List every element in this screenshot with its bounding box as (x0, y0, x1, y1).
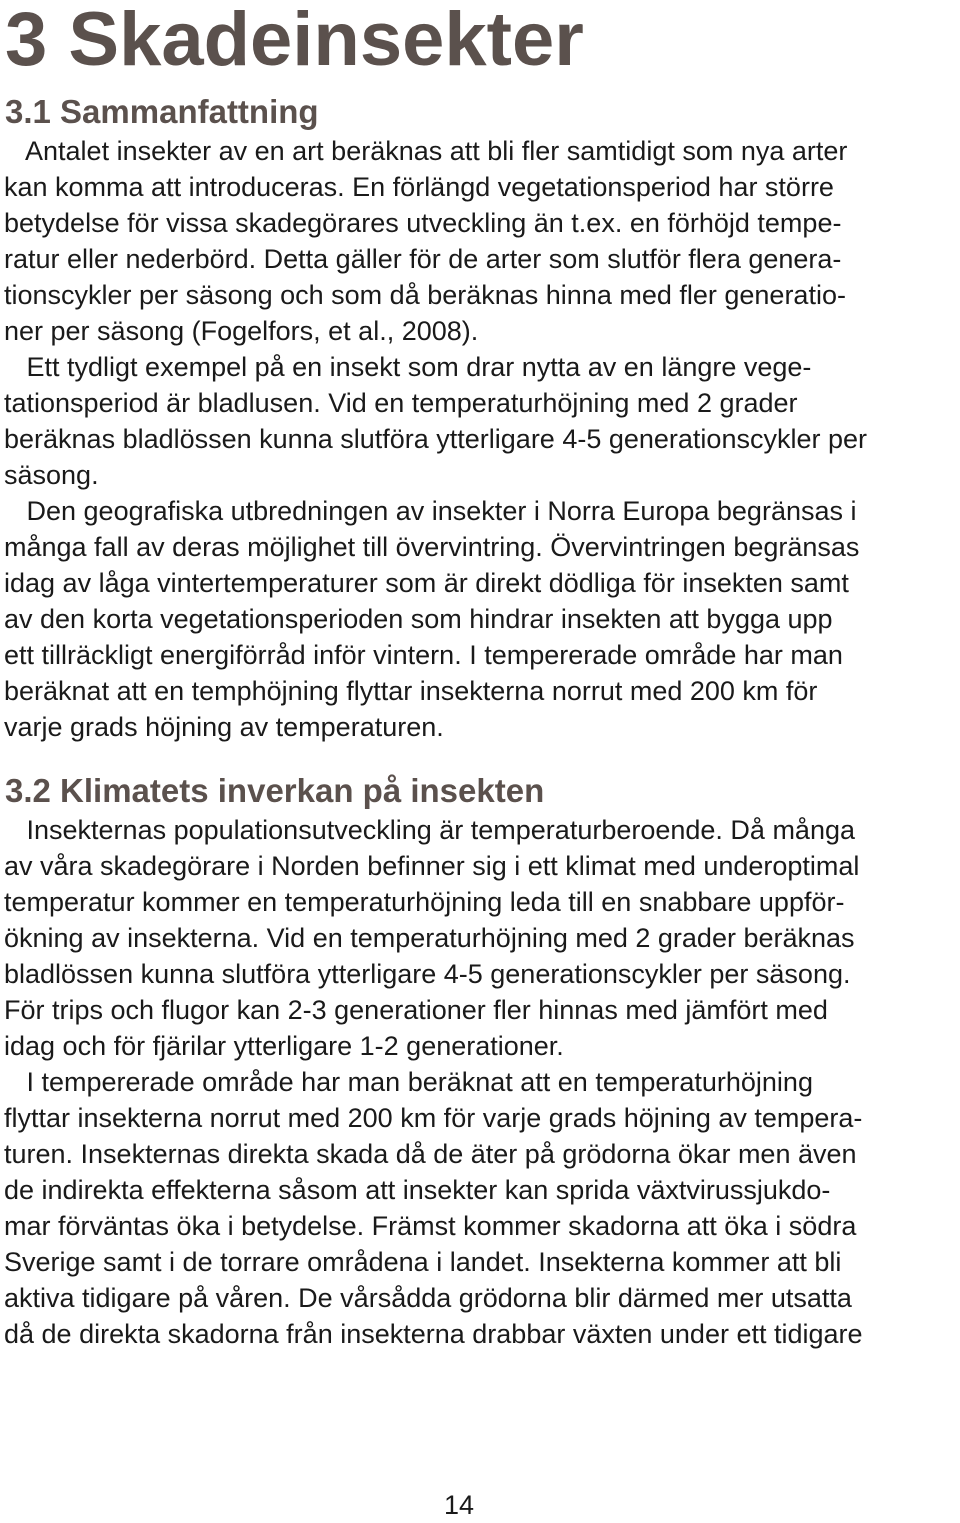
text-line: ökning av insekterna. Vid en temperaturhöjning med 2 grader beräknas (4, 923, 855, 953)
text-line: Antalet insekter av en art beräknas att bli fler samtidigt som nya arter (4, 136, 848, 166)
text-line: många fall av deras möjlighet till övervintring. Övervintringen begränsas (4, 532, 860, 562)
text-line: För trips och flugor kan 2-3 generationer fler hinnas med jämfört med (4, 995, 828, 1025)
text-line: beräknas bladlössen kunna slutföra ytterligare 4-5 generationscykler per (4, 424, 867, 454)
text-line: idag och för fjärilar ytterligare 1-2 generationer. (4, 1031, 564, 1061)
text-line: ner per säsong (Fogelfors, et al., 2008). (4, 316, 479, 346)
text-line: mar förväntas öka i betydelse. Främst kommer skadorna att öka i södra (4, 1211, 857, 1241)
text-line: idag av låga vintertemperaturer som är direkt dödliga för insekten samt (4, 568, 849, 598)
section-climate-impact-body (4, 812, 960, 1352)
text-line: av våra skadegörare i Norden befinner sig i ett klimat med underoptimal (4, 851, 860, 881)
text-line: flyttar insekterna norrut med 200 km för varje grads höjning av tempera- (4, 1103, 863, 1133)
text-line: kan komma att introduceras. En förlängd vegetationsperiod har större (4, 172, 834, 202)
text-line: Insekternas populationsutveckling är temperaturberoende. Då många (4, 815, 856, 845)
text-line: Ett tydligt exempel på en insekt som drar nytta av en längre vege- (4, 352, 812, 382)
text-line: I tempererade område har man beräknat att en temperaturhöjning (4, 1067, 813, 1097)
text-line: temperatur kommer en temperaturhöjning leda till en snabbare uppför- (4, 887, 845, 917)
section-heading-summary: 3.1 Sammanfattning (5, 93, 319, 130)
text-line: aktiva tidigare på våren. De vårsådda grödorna blir därmed mer utsatta (4, 1283, 852, 1313)
text-line: ratur eller nederbörd. Detta gäller för de arter som slutför flera genera- (4, 244, 842, 274)
chapter-title: 3 Skadeinsekter (5, 0, 584, 82)
page-number: 14 (443, 1490, 475, 1520)
section-heading-climate-impact: 3.2 Klimatets inverkan på insekten (5, 772, 545, 809)
text-line: Den geografiska utbredningen av insekter i Norra Europa begränsas i (4, 496, 857, 526)
text-line: ett tillräckligt energiförråd inför vintern. I tempererade område har man (4, 640, 843, 670)
text-line: bladlössen kunna slutföra ytterligare 4-5 generationscykler per säsong. (4, 959, 851, 989)
text-line: Sverige samt i de torrare områdena i landet. Insekterna kommer att bli (4, 1247, 842, 1277)
text-line: av den korta vegetationsperioden som hindrar insekten att bygga upp (4, 604, 833, 634)
text-line: tationsperiod är bladlusen. Vid en temperaturhöjning med 2 grader (4, 388, 798, 418)
text-line: beräknat att en temphöjning flyttar insekterna norrut med 200 km för (4, 676, 818, 706)
text-line: varje grads höjning av temperaturen. (4, 712, 444, 742)
text-line: tionscykler per säsong och som då beräknas hinna med fler generatio- (4, 280, 846, 310)
text-line: då de direkta skadorna från insekterna drabbar växten under ett tidigare (4, 1319, 863, 1349)
section-summary-body (4, 133, 960, 745)
text-line: de indirekta effekterna såsom att insekter kan sprida växtvirussjukdo- (4, 1175, 831, 1205)
text-line: turen. Insekternas direkta skada då de äter på grödorna ökar men även (4, 1139, 857, 1169)
text-line: säsong. (4, 460, 99, 490)
text-line: betydelse för vissa skadegörares utveckling än t.ex. en förhöjd tempe- (4, 208, 842, 238)
